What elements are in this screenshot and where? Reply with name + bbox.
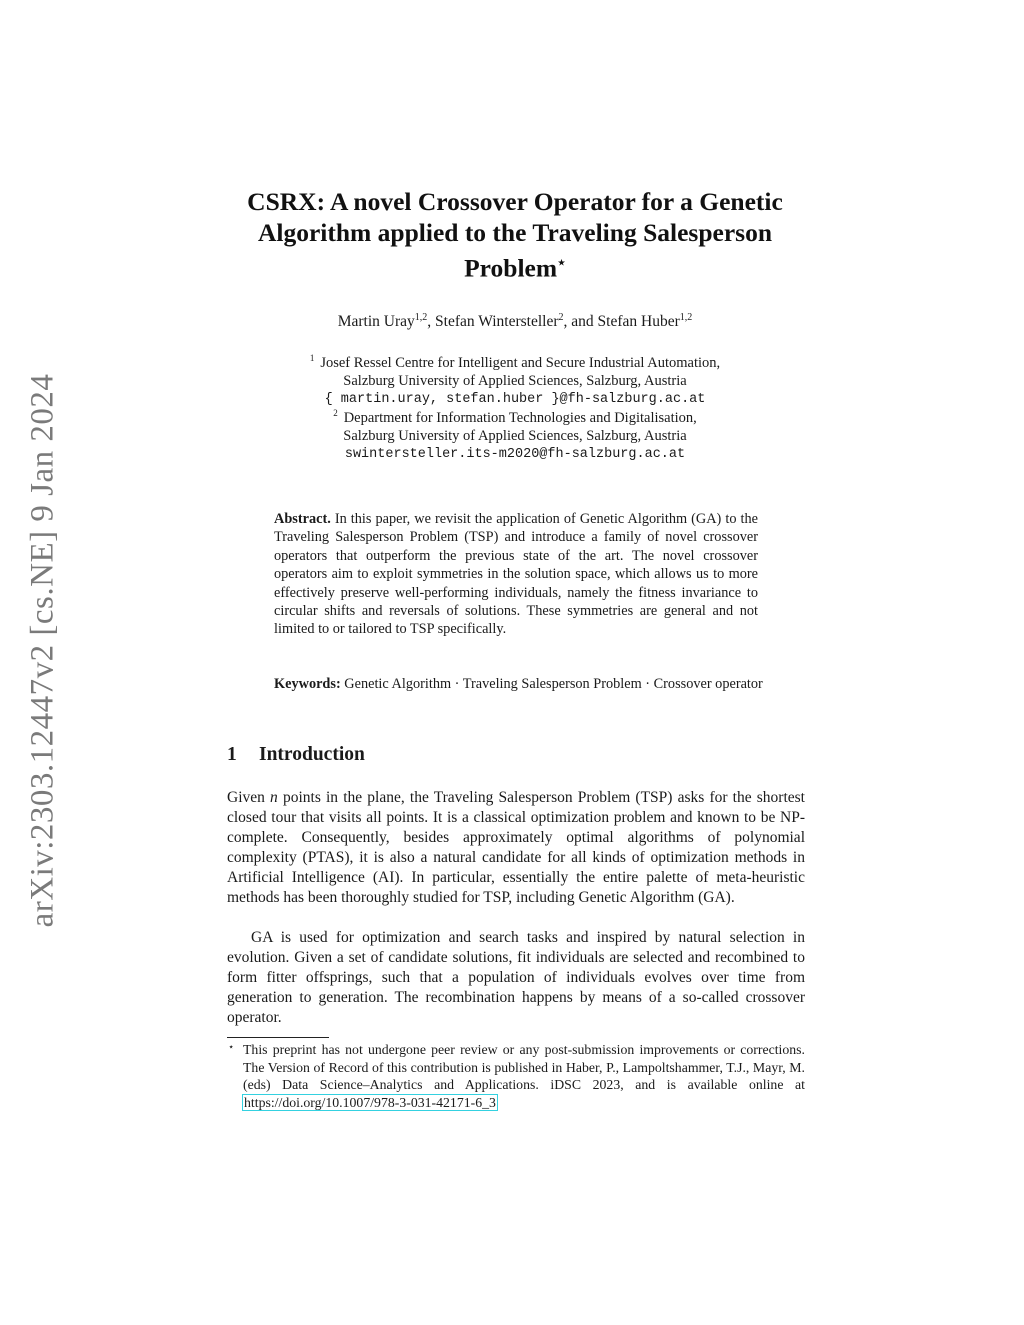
affiliation-email: { martin.uray, stefan.huber }@fh-salzburg.ac.at	[324, 391, 706, 407]
body-paragraph: GA is used for optimization and search tasks and inspired by natural selection in evolution. Given a set of candidate solutions, fit individuals are selected and recombined to form fitter offsprings, such that a population of individuals evolves over time from generation to generation. The recombination happens by means of a so-called crossover operator.	[227, 929, 805, 1027]
keywords-text: Genetic Algorithm · Traveling Salesperson Problem · Crossover operator	[344, 676, 763, 692]
author-name: Stefan Huber	[597, 313, 680, 331]
affiliation-line: Salzburg University of Applied Sciences, Salzburg, Austria	[343, 428, 687, 445]
paper-title	[210, 186, 820, 284]
section-number: 1	[227, 744, 237, 765]
footnote-rule	[227, 1037, 329, 1038]
arxiv-stamp-text: arXiv:2303.12447v2 [cs.NE] 9 Jan 2024	[24, 373, 61, 927]
author-name: Stefan Wintersteller	[435, 313, 559, 331]
author-affil: 2	[558, 312, 564, 323]
author-separator: , and	[563, 313, 598, 331]
affiliation-email: swintersteller.its-m2020@fh-salzburg.ac.at	[344, 446, 686, 462]
footnote-mark: ⋆	[228, 1042, 235, 1053]
affiliation-line: Department for Information Technologies and Digitalisation,	[343, 409, 697, 426]
author-separator: ,	[427, 313, 436, 331]
title-footnote-mark: ⋆	[557, 256, 566, 271]
section-heading	[227, 744, 807, 766]
paragraph-text: points in the plane, the Traveling Salesperson Problem (TSP) asks for the shortest closed tour that visits all points. It is a classical optimization problem and known to be NP-complete. Consequently, besides approximately optimal algorithms of polynomial complexity (PTAS), it is also a natural candidate for all kinds of optimization methods in Artificial Intelligence (AI). In particular, essentially the entire palette of meta-heuristic methods has been thoroughly studied for TSP, including Genetic Algorithm (GA).	[227, 789, 805, 907]
paragraph-text: Given	[227, 789, 271, 806]
author-name: Martin Uray	[337, 313, 415, 331]
section-title: Introduction	[259, 744, 365, 765]
affiliation-number: 1	[309, 353, 315, 363]
author-affil: 1,2	[679, 312, 693, 323]
author-affil: 1,2	[414, 312, 428, 323]
keywords	[274, 675, 779, 693]
footnote-text: This preprint has not undergone peer review or any post-submission improvements or corrections. The Version of Record of this contribution is published in Haber, P., Lampoltshammer, T.J., Mayr, M. (eds) Data Science–Analytics and Applications. iDSC 2023, and is available online at	[243, 1042, 805, 1092]
footnote	[227, 1041, 805, 1111]
affiliation-line: Salzburg University of Applied Sciences, Salzburg, Austria	[343, 373, 687, 390]
affiliation-line: Josef Ressel Centre for Intelligent and Secure Industrial Automation,	[320, 354, 721, 371]
affiliation-number: 2	[333, 408, 338, 418]
affiliation-2	[260, 404, 770, 464]
arxiv-stamp	[22, 370, 64, 930]
abstract-text: In this paper, we revisit the application of Genetic Algorithm (GA) to the Traveling Salesperson Problem (TSP) and introduce a family of novel crossover operators that outperform the previous state of the art. The novel crossover operators aim to exploit symmetries in the solution space, which allows us to more effectively preserve well-performing individuals, namely the fitness invariance to circular shifts and reversals of solutions. These symmetries are general and not limited to or tailored to TSP specifically.	[274, 511, 758, 638]
paper-title-text: CSRX: A novel Crossover Operator for a Genetic Algorithm applied to the Traveling Salesperson Problem	[247, 187, 783, 283]
doi-link[interactable]: https://doi.org/10.1007/978-3-031-42171-6_3	[244, 1094, 496, 1110]
math-variable: n	[270, 789, 278, 806]
body-paragraph	[227, 788, 805, 909]
author-list	[210, 312, 820, 331]
affiliation-1	[260, 349, 770, 409]
keywords-label: Keywords:	[274, 676, 341, 692]
abstract	[274, 510, 758, 639]
abstract-label: Abstract.	[274, 511, 331, 527]
